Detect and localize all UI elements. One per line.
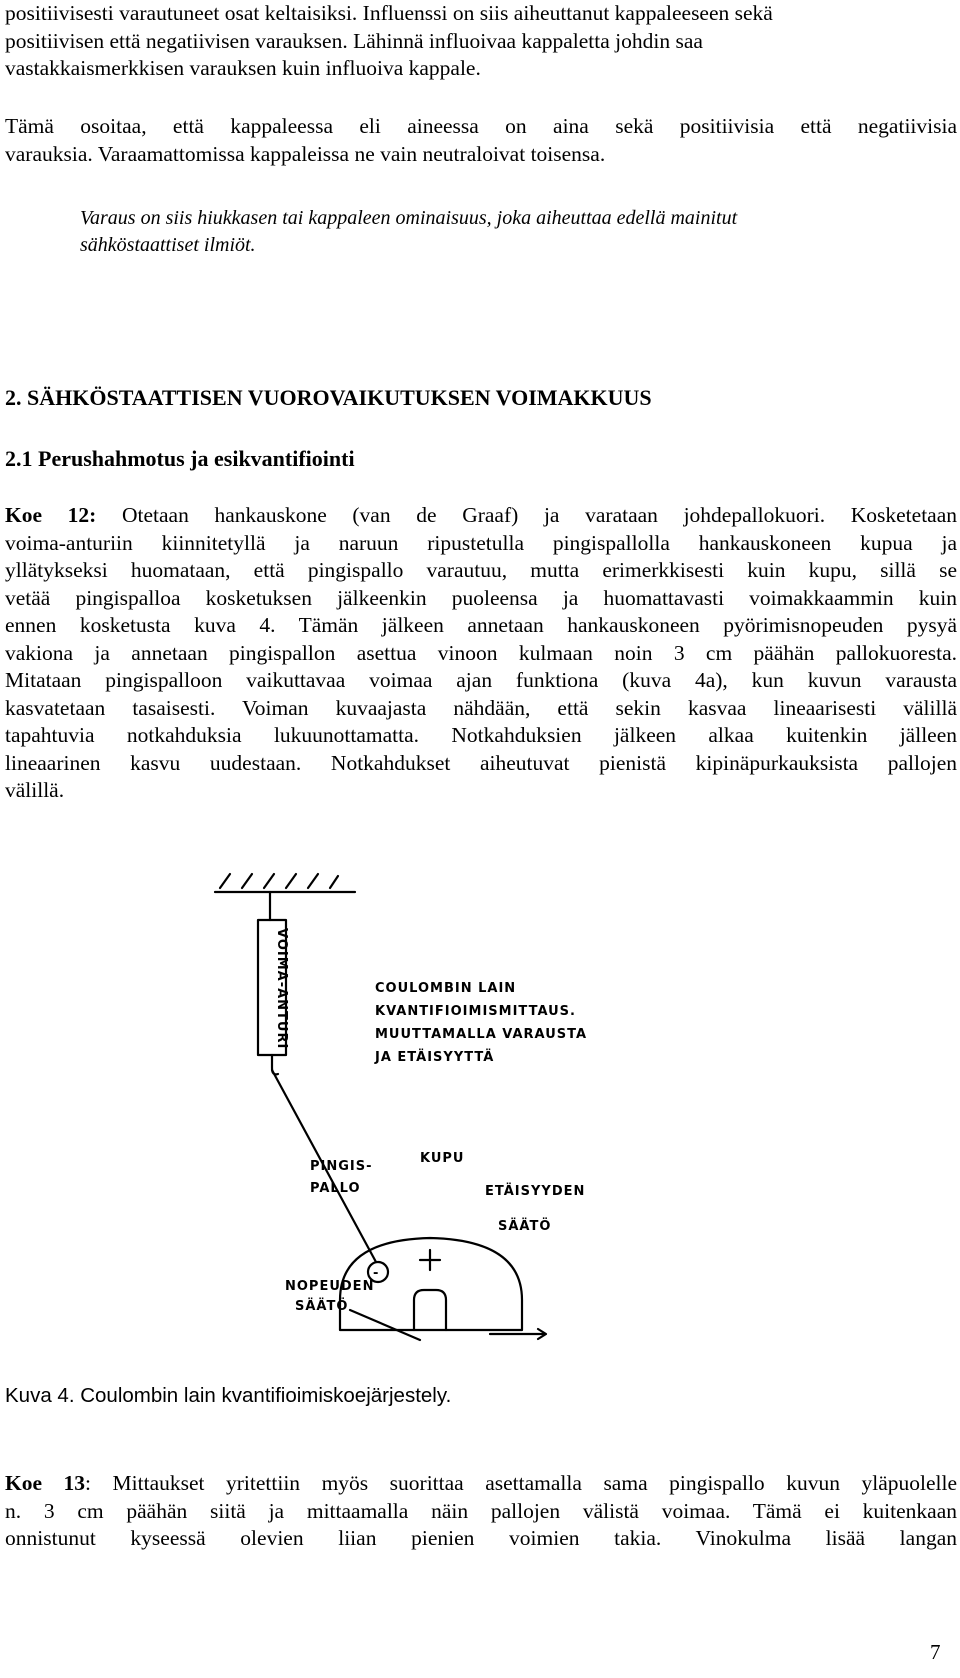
text-line: Koe 12: Otetaan hankauskone (van de Graaf) ja varataan johdepallokuori. Kosketetaan	[5, 503, 957, 527]
text-line: lineaarinen kasvu uudestaan. Notkahdukset aiheutuvat pienistä kipinäpurkauksista pallojen	[5, 750, 957, 775]
page-number: 7	[930, 1640, 941, 1664]
text-line: positiivisesti varautuneet osat keltaisiksi. Influenssi on siis aiheuttanut kappaleeseen sekä	[5, 1, 773, 25]
experiment-label: Koe 12:	[5, 503, 97, 527]
coulomb-setup-figure	[200, 870, 700, 1350]
experiment-label: Koe 13	[5, 1471, 86, 1495]
subsection-heading: 2.1 Perushahmotus ja esikvantifiointi	[5, 446, 355, 471]
text-line: Koe 13: Mittaukset yritettiin myös suorittaa asettamalla sama pingispallo kuvun yläpuolelle	[5, 1471, 957, 1495]
distance-label: ETÄISYYDEN	[485, 1184, 586, 1199]
text-line: vetää pingispalloa kosketuksen jälkeenkin puoleensa ja huomattavasti voimakkaammin kuin	[5, 585, 957, 610]
koe13-paragraph	[5, 1470, 957, 1553]
figure-title-line: KVANTIFIOIMISMITTAUS.	[375, 1004, 576, 1019]
text-line: Tämä osoitaa, että kappaleessa eli aineessa on aina sekä positiivisia että negatiivisia	[5, 114, 957, 138]
text-line: Mitataan pingispalloon vaikuttavaa voimaa ajan funktiona (kuva 4a), kun kuvun varausta	[5, 668, 957, 692]
koe12-paragraph	[5, 502, 957, 805]
ball-label: PALLO	[310, 1181, 361, 1196]
text-line: vakiona ja annetaan pingispallon asettua vinoon kulmaan noin 3 cm päähän pallokuoresta.	[5, 640, 957, 665]
figure-caption: Kuva 4. Coulombin lain kvantifioimiskoejärjestely.	[5, 1384, 452, 1407]
text-line: ennen kosketusta kuva 4. Tämän jälkeen annetaan hankauskoneen pyörimisnopeuden pysyä	[5, 613, 957, 637]
text-line: kasvatetaan tasaisesti. Voiman kuvaajasta nähdään, että sekin kasvaa lineaarisesti välillä	[5, 695, 957, 720]
text-line: n. 3 cm päähän siitä ja mittaamalla näin pallojen välistä voimaa. Tämä ei kuitenkaan	[5, 1498, 957, 1523]
dome-label: KUPU	[420, 1151, 465, 1166]
figure-title-line: COULOMBIN LAIN	[375, 981, 517, 996]
text-line: sähköstaattiset ilmiöt.	[80, 234, 256, 256]
text-line: tapahtuvia notkahduksia lukuunottamatta. Notkahduksien jälkeen alkaa kuitenkin jälleen	[5, 723, 957, 747]
sensor-label: VOIMA-ANTURI	[274, 928, 289, 1050]
text-line: Varaus on siis hiukkasen tai kappaleen ominaisuus, joka aiheuttaa edellä mainitut	[80, 207, 738, 229]
text-line: yllätykseksi huomataan, että pingispallo varautuu, mutta erimerkkisesti kuin kupu, sillä se	[5, 558, 957, 582]
text-line: välillä.	[5, 778, 65, 802]
ball-sign: -	[373, 1266, 380, 1281]
text-line: varauksia. Varaamattomissa kappaleissa ne vain neutraloivat toisensa.	[5, 141, 606, 166]
ball-label: PINGIS-	[310, 1159, 373, 1174]
definition-paragraph	[80, 205, 957, 259]
text-line: positiivisen että negatiivisen varauksen. Lähinnä influoivaa kappaletta johdin saa	[5, 28, 703, 53]
text-line: voima-anturiin kiinnitetyllä ja naruun ripustetulla pingispallolla hankauskoneen kupua ja	[5, 530, 957, 555]
text-line: vastakkaismerkkisen varauksen kuin influoiva kappale.	[5, 56, 481, 80]
figure-title-line: MUUTTAMALLA VARAUSTA	[375, 1027, 588, 1042]
text-line: onnistunut kyseessä olevien liian pienien voimien takia. Vinokulma lisää langan	[5, 1526, 957, 1550]
section-heading: 2. SÄHKÖSTAATTISEN VUOROVAIKUTUKSEN VOIMAKKUUS	[5, 385, 652, 410]
speed-label: SÄÄTÖ	[295, 1299, 349, 1314]
distance-label: SÄÄTÖ	[498, 1219, 552, 1234]
paragraph-charges	[5, 113, 957, 168]
figure-title-line: JA ETÄISYYTTÄ	[375, 1050, 495, 1065]
top-paragraph	[5, 0, 957, 83]
speed-label: NOPEUDEN	[285, 1279, 375, 1294]
